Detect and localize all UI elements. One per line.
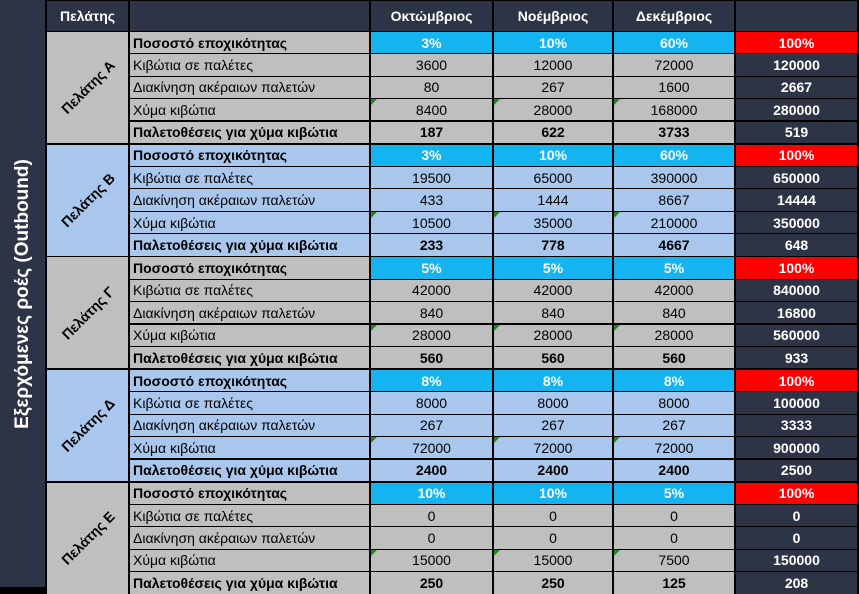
month-value-cell[interactable]: 560	[494, 347, 612, 368]
vertical-title-text: Εξερχόμενες ροές (Outbound)	[11, 158, 33, 429]
month-value-cell[interactable]: 10%	[371, 483, 492, 504]
month-value-cell[interactable]: 560	[614, 347, 734, 368]
month-value-cell[interactable]: 72000	[614, 54, 734, 75]
customer-name-cell[interactable]	[47, 145, 128, 256]
row-label-cell[interactable]: Χύμα κιβώτια	[130, 212, 369, 233]
row-label-cell[interactable]: Χύμα κιβώτια	[130, 437, 369, 458]
row-label-cell[interactable]: Χύμα κιβώτια	[130, 550, 369, 571]
row-label-cell[interactable]: Ποσοστό εποχικότητας	[130, 145, 369, 166]
total-value-cell[interactable]: 900000	[736, 437, 857, 458]
month-value-cell[interactable]: 8%	[371, 370, 492, 391]
month-value-cell[interactable]: 4667	[614, 234, 734, 255]
total-value-cell[interactable]: 0	[736, 527, 857, 548]
header-month-cell[interactable]: Νοέμβριος	[494, 1, 612, 31]
month-value-cell[interactable]: 72000	[614, 437, 734, 458]
total-value-cell[interactable]: 120000	[736, 54, 857, 75]
total-value-cell[interactable]: 100%	[736, 483, 857, 504]
customer-name-cell[interactable]	[47, 32, 128, 143]
month-value-cell[interactable]: 8%	[614, 370, 734, 391]
total-value-cell[interactable]: 2500	[736, 460, 857, 481]
row-label-cell[interactable]: Παλετοθέσεις για χύμα κιβώτια	[130, 460, 369, 481]
month-value-cell[interactable]: 0	[494, 527, 612, 548]
row-label-cell[interactable]: Κιβώτια σε παλέτες	[130, 167, 369, 188]
month-value-cell[interactable]: 80	[371, 77, 492, 98]
month-value-cell[interactable]: 42000	[371, 280, 492, 301]
customer-name-text: Πελάτης Β	[57, 170, 118, 231]
row-label-cell[interactable]: Κιβώτια σε παλέτες	[130, 280, 369, 301]
total-value-cell[interactable]: 350000	[736, 212, 857, 233]
month-value-cell[interactable]: 42000	[494, 280, 612, 301]
month-value-cell[interactable]: 8000	[614, 392, 734, 413]
total-value-cell[interactable]: 2667	[736, 77, 857, 98]
month-value-cell[interactable]: 3%	[371, 32, 492, 53]
total-value-cell[interactable]: 150000	[736, 550, 857, 571]
header-total-cell[interactable]	[736, 1, 857, 31]
month-value-cell[interactable]: 840	[614, 302, 734, 323]
month-value-cell[interactable]: 622	[494, 122, 612, 143]
month-value-cell[interactable]: 2400	[614, 460, 734, 481]
row-label-cell[interactable]: Διακίνηση ακέραιων παλετών	[130, 415, 369, 436]
total-value-cell[interactable]: 648	[736, 234, 857, 255]
row-label-cell[interactable]: Διακίνηση ακέραιων παλετών	[130, 302, 369, 323]
row-label-cell[interactable]: Παλετοθέσεις για χύμα κιβώτια	[130, 347, 369, 368]
month-value-cell[interactable]: 42000	[614, 280, 734, 301]
month-value-cell[interactable]: 5%	[494, 257, 612, 278]
month-value-cell[interactable]: 1600	[614, 77, 734, 98]
month-value-cell[interactable]: 267	[494, 77, 612, 98]
month-value-cell[interactable]: 125	[614, 572, 734, 593]
month-value-cell[interactable]: 0	[494, 505, 612, 526]
total-value-cell[interactable]: 3333	[736, 415, 857, 436]
month-value-cell[interactable]: 35000	[494, 212, 612, 233]
month-value-cell[interactable]: 7500	[614, 550, 734, 571]
month-value-cell[interactable]: 0	[614, 527, 734, 548]
customer-name-cell[interactable]	[47, 370, 128, 481]
total-value-cell[interactable]: 208	[736, 572, 857, 593]
row-label-cell[interactable]: Παλετοθέσεις για χύμα κιβώτια	[130, 234, 369, 255]
row-label-cell[interactable]: Διακίνηση ακέραιων παλετών	[130, 189, 369, 210]
month-value-cell[interactable]: 5%	[614, 257, 734, 278]
total-value-cell[interactable]: 100%	[736, 145, 857, 166]
customer-name-text: Πελάτης Ε	[57, 508, 118, 568]
month-value-cell[interactable]: 267	[371, 415, 492, 436]
month-value-cell[interactable]: 8667	[614, 189, 734, 210]
month-value-cell[interactable]: 10500	[371, 212, 492, 233]
month-value-cell[interactable]: 0	[614, 505, 734, 526]
month-value-cell[interactable]: 10%	[494, 32, 612, 53]
month-value-cell[interactable]: 28000	[494, 325, 612, 346]
month-value-cell[interactable]: 0	[371, 505, 492, 526]
month-value-cell[interactable]: 778	[494, 234, 612, 255]
customer-name-text: Πελάτης Δ	[57, 395, 118, 456]
customer-name-cell[interactable]	[47, 257, 128, 368]
total-value-cell[interactable]: 100000	[736, 392, 857, 413]
month-value-cell[interactable]: 840	[371, 302, 492, 323]
month-value-cell[interactable]: 2400	[494, 460, 612, 481]
month-value-cell[interactable]: 0	[371, 527, 492, 548]
month-value-cell[interactable]: 8%	[494, 370, 612, 391]
month-value-cell[interactable]: 250	[494, 572, 612, 593]
month-value-cell[interactable]: 8400	[371, 99, 492, 120]
header-customer-cell[interactable]: Πελάτης	[47, 1, 128, 31]
month-value-cell[interactable]: 267	[494, 415, 612, 436]
month-value-cell[interactable]: 3%	[371, 145, 492, 166]
header-month-cell[interactable]: Δεκέμβριος	[614, 1, 734, 31]
row-label-cell[interactable]: Κιβώτια σε παλέτες	[130, 54, 369, 75]
month-value-cell[interactable]: 267	[614, 415, 734, 436]
month-value-cell[interactable]: 168000	[614, 99, 734, 120]
row-label-cell[interactable]: Χύμα κιβώτια	[130, 99, 369, 120]
month-value-cell[interactable]: 390000	[614, 167, 734, 188]
month-value-cell[interactable]: 3600	[371, 54, 492, 75]
total-value-cell[interactable]: 933	[736, 347, 857, 368]
total-value-cell[interactable]: 100%	[736, 32, 857, 53]
month-value-cell[interactable]: 8000	[494, 392, 612, 413]
row-label-cell[interactable]: Κιβώτια σε παλέτες	[130, 505, 369, 526]
month-value-cell[interactable]: 1444	[494, 189, 612, 210]
month-value-cell[interactable]: 8000	[371, 392, 492, 413]
total-value-cell[interactable]: 16800	[736, 302, 857, 323]
month-value-cell[interactable]: 560	[371, 347, 492, 368]
total-value-cell[interactable]: 519	[736, 122, 857, 143]
month-value-cell[interactable]: 15000	[494, 550, 612, 571]
month-value-cell[interactable]: 72000	[371, 437, 492, 458]
total-value-cell[interactable]: 560000	[736, 325, 857, 346]
total-value-cell[interactable]: 100%	[736, 257, 857, 278]
month-value-cell[interactable]: 28000	[614, 325, 734, 346]
row-label-cell[interactable]: Ποσοστό εποχικότητας	[130, 370, 369, 391]
total-value-cell[interactable]: 0	[736, 505, 857, 526]
month-value-cell[interactable]: 60%	[614, 145, 734, 166]
month-value-cell[interactable]: 10%	[494, 483, 612, 504]
row-label-cell[interactable]: Κιβώτια σε παλέτες	[130, 392, 369, 413]
month-value-cell[interactable]: 28000	[371, 325, 492, 346]
month-value-cell[interactable]: 250	[371, 572, 492, 593]
row-label-cell[interactable]: Ποσοστό εποχικότητας	[130, 483, 369, 504]
total-value-cell[interactable]: 840000	[736, 280, 857, 301]
total-value-cell[interactable]: 100%	[736, 370, 857, 391]
month-value-cell[interactable]: 187	[371, 122, 492, 143]
month-value-cell[interactable]: 65000	[494, 167, 612, 188]
outbound-flows-vertical-title	[0, 0, 45, 587]
row-label-cell[interactable]: Παλετοθέσεις για χύμα κιβώτια	[130, 572, 369, 593]
month-value-cell[interactable]: 2400	[371, 460, 492, 481]
customer-name-text: Πελάτης Α	[57, 57, 118, 118]
month-value-cell[interactable]: 433	[371, 189, 492, 210]
month-value-cell[interactable]: 28000	[494, 99, 612, 120]
month-value-cell[interactable]: 233	[371, 234, 492, 255]
month-value-cell[interactable]: 5%	[371, 257, 492, 278]
header-month-cell[interactable]: Οκτώμβριος	[371, 1, 492, 31]
total-value-cell[interactable]: 650000	[736, 167, 857, 188]
month-value-cell[interactable]: 15000	[371, 550, 492, 571]
row-label-cell[interactable]: Παλετοθέσεις για χύμα κιβώτια	[130, 122, 369, 143]
month-value-cell[interactable]: 10%	[494, 145, 612, 166]
month-value-cell[interactable]: 5%	[614, 483, 734, 504]
row-label-cell[interactable]: Χύμα κιβώτια	[130, 325, 369, 346]
month-value-cell[interactable]: 3733	[614, 122, 734, 143]
row-label-cell[interactable]: Διακίνηση ακέραιων παλετών	[130, 527, 369, 548]
total-value-cell[interactable]: 280000	[736, 99, 857, 120]
row-label-cell[interactable]: Ποσοστό εποχικότητας	[130, 257, 369, 278]
month-value-cell[interactable]: 19500	[371, 167, 492, 188]
total-value-cell[interactable]: 14444	[736, 189, 857, 210]
month-value-cell[interactable]: 72000	[494, 437, 612, 458]
month-value-cell[interactable]: 840	[494, 302, 612, 323]
row-label-cell[interactable]: Διακίνηση ακέραιων παλετών	[130, 77, 369, 98]
customer-name-text: Πελάτης Γ	[58, 283, 117, 343]
month-value-cell[interactable]: 60%	[614, 32, 734, 53]
header-empty-cell[interactable]	[130, 1, 369, 31]
customer-name-cell[interactable]	[47, 483, 128, 594]
month-value-cell[interactable]: 210000	[614, 212, 734, 233]
row-label-cell[interactable]: Ποσοστό εποχικότητας	[130, 32, 369, 53]
month-value-cell[interactable]: 12000	[494, 54, 612, 75]
